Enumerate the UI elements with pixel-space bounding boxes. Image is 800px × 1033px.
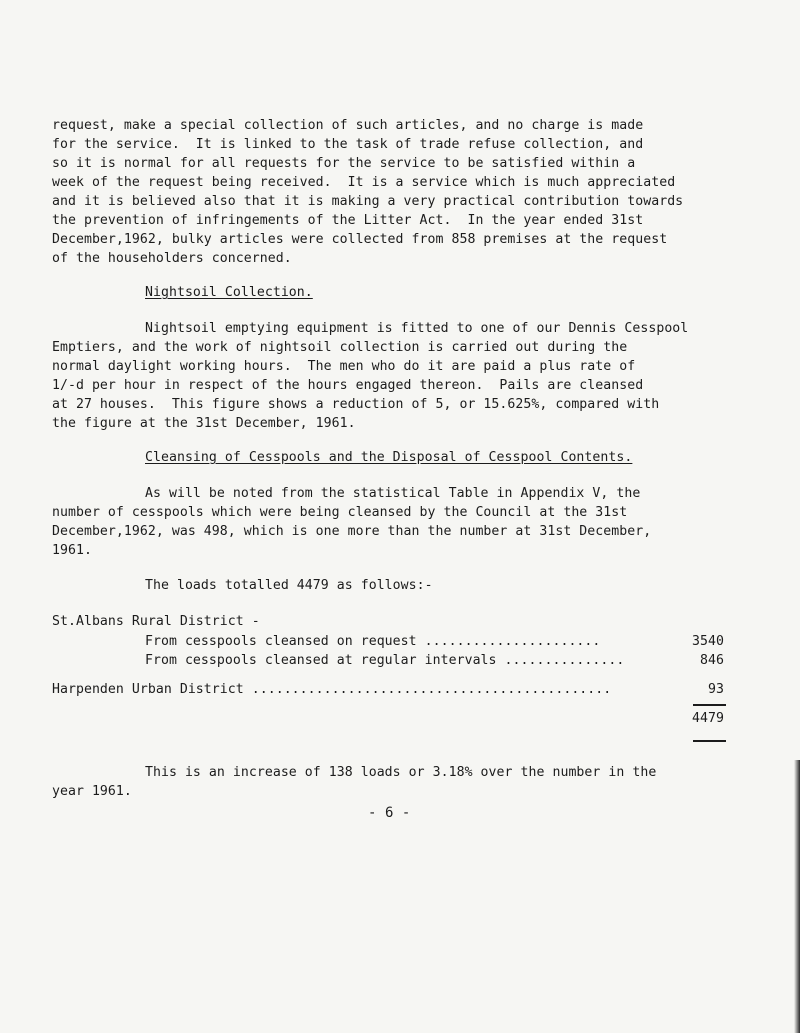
intro-line: request, make a special collection of such articles, and no charge is made bbox=[52, 118, 644, 133]
intro-line: of the householders concerned. bbox=[52, 251, 292, 266]
intro-line: so it is normal for all requests for the service to be satisfied within a bbox=[52, 156, 636, 171]
intro-line: and it is believed also that it is making a very practical contribution towards bbox=[52, 194, 684, 209]
loads-item-value: 846 bbox=[700, 653, 724, 668]
loads-item-label: From cesspools cleansed at regular intervals ............... bbox=[145, 653, 625, 668]
page-number: - 6 - bbox=[368, 805, 411, 821]
nightsoil-line: normal daylight working hours. The men who do it are paid a plus rate of bbox=[52, 359, 636, 374]
sum-rule bbox=[693, 704, 726, 706]
section-heading-nightsoil: Nightsoil Collection. bbox=[145, 285, 313, 300]
nightsoil-line: Nightsoil emptying equipment is fitted to one of our Dennis Cesspool bbox=[145, 321, 689, 336]
loads-item-value: 3540 bbox=[692, 634, 724, 649]
increase-line: year 1961. bbox=[52, 784, 132, 799]
nightsoil-line: 1/-d per hour in respect of the hours engaged thereon. Pails are cleansed bbox=[52, 378, 644, 393]
nightsoil-line: Emptiers, and the work of nightsoil collection is carried out during the bbox=[52, 340, 628, 355]
intro-line: week of the request being received. It is a service which is much appreciated bbox=[52, 175, 676, 190]
district-row-value: 93 bbox=[708, 682, 724, 697]
cesspools-line: As will be noted from the statistical Table in Appendix V, the bbox=[145, 486, 641, 501]
section-heading-cesspools: Cleansing of Cesspools and the Disposal of Cesspool Contents. bbox=[145, 450, 633, 465]
total-rule bbox=[693, 740, 726, 742]
increase-line: This is an increase of 138 loads or 3.18% over the number in the bbox=[145, 765, 657, 780]
page-edge-shadow bbox=[794, 760, 800, 1033]
loads-intro: The loads totalled 4479 as follows:- bbox=[145, 578, 433, 593]
cesspools-line: 1961. bbox=[52, 543, 92, 558]
intro-line: the prevention of infringements of the Litter Act. In the year ended 31st bbox=[52, 213, 644, 228]
loads-item-label: From cesspools cleansed on request ...................... bbox=[145, 634, 601, 649]
loads-total: 4479 bbox=[692, 711, 724, 726]
district-row-label: Harpenden Urban District ............................................. bbox=[52, 682, 612, 697]
nightsoil-line: the figure at the 31st December, 1961. bbox=[52, 416, 356, 431]
intro-line: for the service. It is linked to the task of trade refuse collection, and bbox=[52, 137, 644, 152]
intro-line: December,1962, bulky articles were collected from 858 premises at the request bbox=[52, 232, 668, 247]
cesspools-line: December,1962, was 498, which is one more than the number at 31st December, bbox=[52, 524, 652, 539]
district-heading: St.Albans Rural District - bbox=[52, 614, 260, 629]
cesspools-line: number of cesspools which were being cleansed by the Council at the 31st bbox=[52, 505, 628, 520]
nightsoil-line: at 27 houses. This figure shows a reduction of 5, or 15.625%, compared with bbox=[52, 397, 660, 412]
